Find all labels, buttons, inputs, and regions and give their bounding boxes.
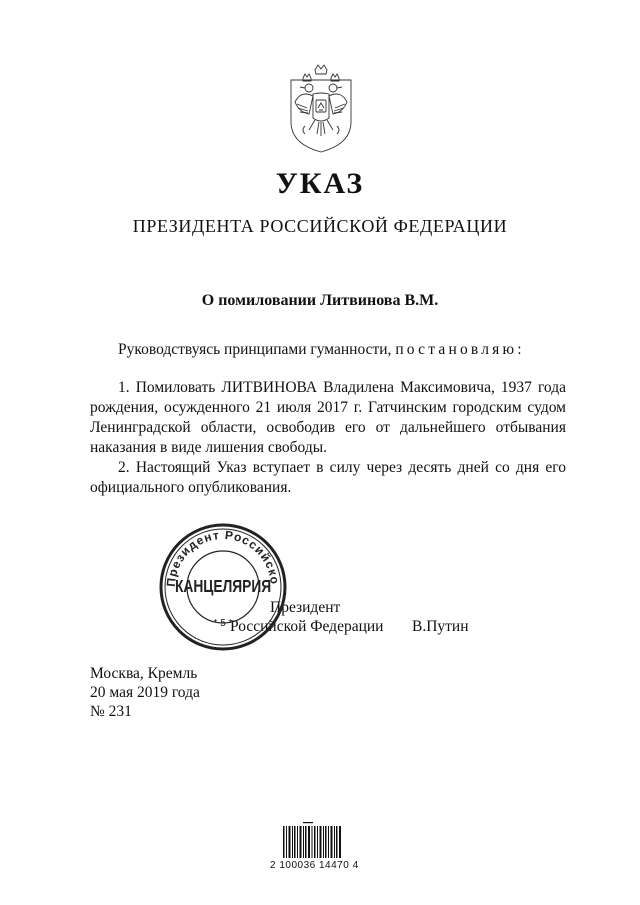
preamble-text: Руководствуясь принципами гуманности, — [118, 341, 392, 358]
paragraph-2: 2. Настоящий Указ вступает в силу через десять дней со дня его официального опубликования. — [90, 459, 566, 496]
decree-heading: О помиловании Литвинова В.М. — [201, 292, 439, 309]
place-of-signing: Москва, Кремль — [90, 665, 198, 682]
signatory-name: В.Путин — [412, 618, 469, 635]
decree-verb: постановляю: — [395, 341, 525, 358]
preamble — [118, 340, 525, 360]
svg-text:* 5 *: * 5 * — [213, 618, 233, 629]
issuer-title: ПРЕЗИДЕНТА РОССИЙСКОЙ ФЕДЕРАЦИИ — [132, 216, 508, 236]
barcode-number: 2 100036 14470 4 — [270, 860, 359, 871]
svg-text:Президент Российской Федерации: Президент Российско — [163, 527, 283, 588]
signatory-position-line-1: Президент — [270, 599, 341, 616]
chancellery-stamp — [155, 522, 291, 652]
coat-of-arms-icon — [283, 62, 359, 154]
document-type-title: УКАЗ — [275, 167, 365, 200]
date-of-signing: 20 мая 2019 года — [90, 684, 200, 701]
paragraph-1: 1. Помиловать ЛИТВИНОВА Владилена Максимовича, 1937 года рождения, осужденного 21 июля 2017 г. Гатчинским городским судом Ленинградской области, освободив его от дальнейшего отбывания наказания в виде лишения свободы. — [90, 379, 566, 456]
signatory-position-line-2: Российской Федерации — [230, 618, 384, 635]
barcode-icon — [283, 822, 341, 858]
decree-number: № 231 — [90, 703, 132, 720]
svg-text:КАНЦЕЛЯРИЯ: КАНЦЕЛЯРИЯ — [174, 577, 272, 597]
